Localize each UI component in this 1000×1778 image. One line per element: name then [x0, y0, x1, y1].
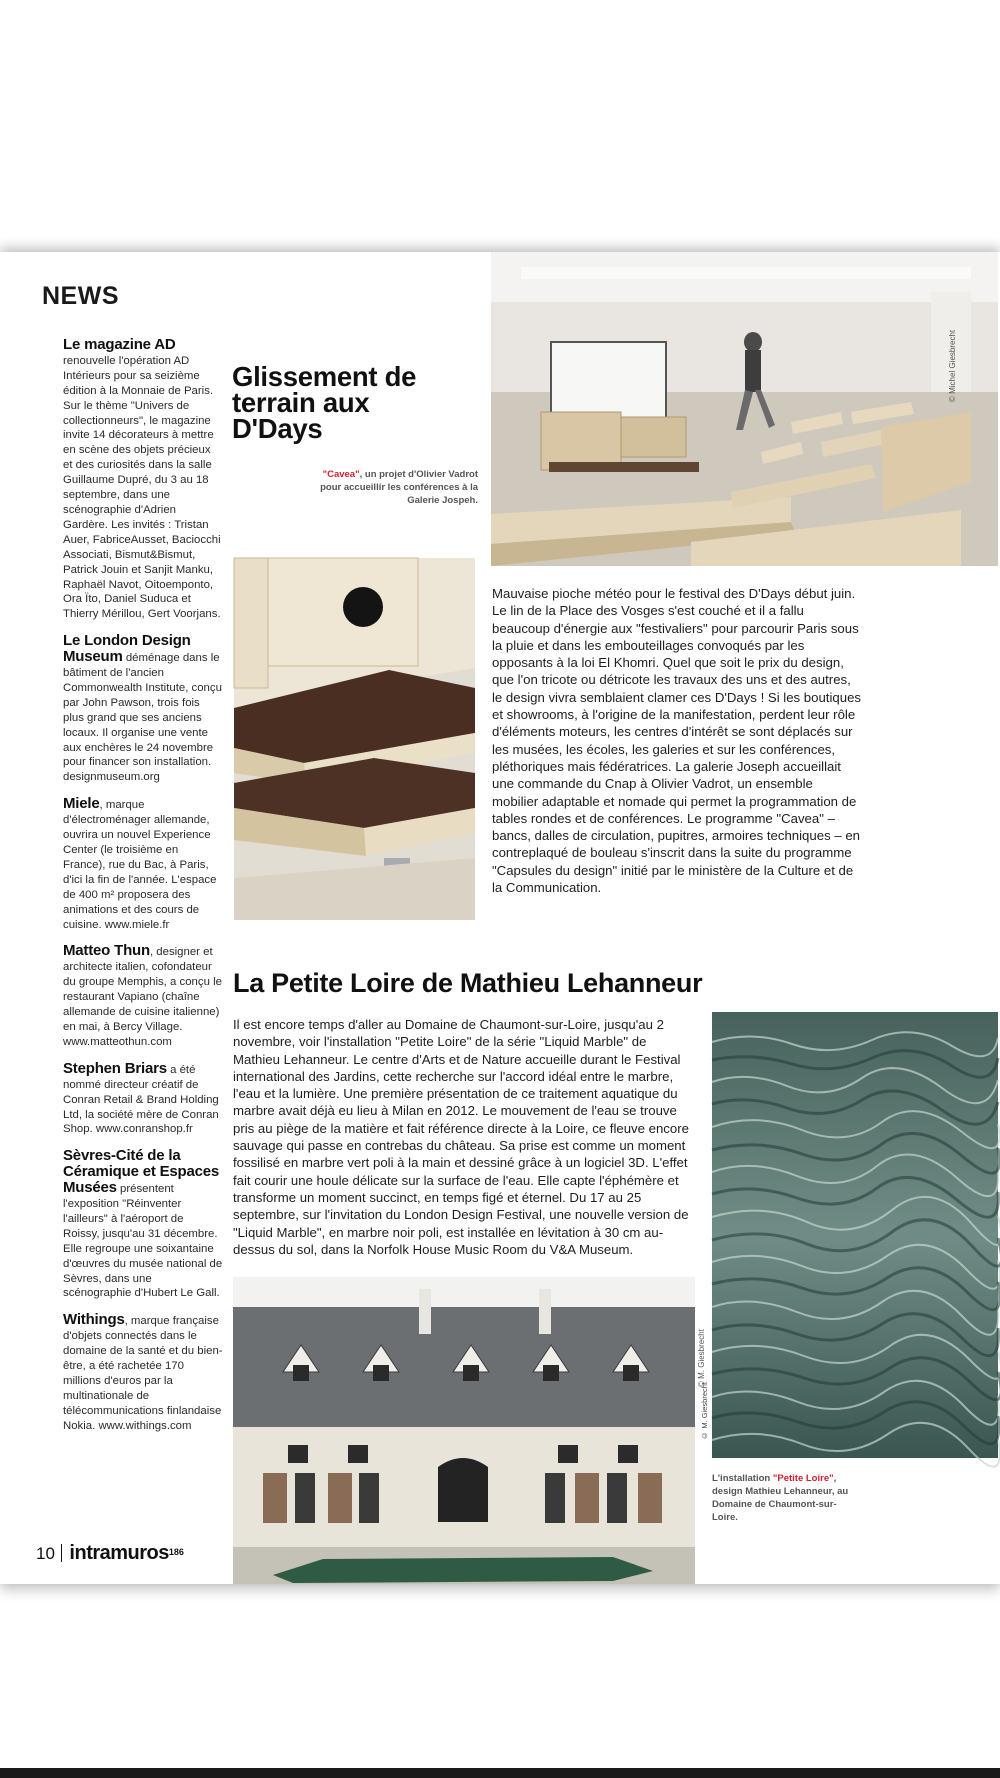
news-item [63, 797, 223, 932]
article-headline: Glissement de terrain aux D'Days [232, 361, 417, 444]
photo-credit: © Michel Giesbrecht [948, 329, 957, 402]
news-item-text: déménage dans le bâtiment de l'ancien Commonwealth Institute, conçu par John Pawson, trois fois plus grand que ses anciens locaux. Il organise une vente aux enchères le 24 novembre pour financer son installation. designmuseum.org [63, 652, 222, 784]
photo-caption [310, 468, 478, 507]
magazine-page [0, 252, 1000, 1584]
news-item-text: présentent l'exposition "Réinventer l'ailleurs" à l'aéroport de Roissy, jusqu'au 31 décembre. Elle regroupe une soixantaine d'œuvres du musée national de Sèvres, dans une scénographie d'Hubert Le Gall. [63, 1183, 223, 1300]
caption-highlight: "Cavea" [322, 469, 360, 480]
caption-text: , design Mathieu Lehanneur, au Domaine de Chaumont-sur-Loire. [712, 1473, 849, 1523]
conference-hall-photo [491, 252, 998, 566]
caption-text: L'installation [712, 1473, 773, 1484]
news-item-name: Matteo Thun [63, 942, 150, 960]
news-item-name: Miele [63, 795, 100, 813]
issue-number: 186 [168, 1547, 184, 1557]
news-item [63, 1059, 223, 1138]
chateau-stables-photo [233, 1277, 706, 1584]
article-body: Il est encore temps d'aller au Domaine de Chaumont-sur-Loire, jusqu'au 2 novembre, voir l'installation "Petite Loire" de la série "Liquid Marble" de Mathieu Lehanneur. Le centre d'Arts et de Nature accueille durant le Festival international des Jardins, cette recherche sur l'accord idéal entre le marbre, l'eau et la lumière. Une première présentation de ce traitement aquatique du marbre avait déjà eu lieu à Milan en 2012. Le mouvement de l'eau se trouve pris au piège de la matière et fait référence directe à la Loire, ce fleuve encore sauvage qui passe en contrebas du château. Sa prise est comme un moment fossilisé en marbre vert poli à la main et dessiné grâce à un logiciel 3D. L'effet fait courir une houle délicate sur la surface de l'eau. Elle capte l'éphémère et transforme un moment succinct, en temps figé et éternel. Du 17 au 25 septembre, sur l'invitation du London Design Festival, une nouvelle version de "Liquid Marble", en marbre noir poli, est installée en lévitation à 30 cm au-dessus du sol, dans la Norfolk House Music Room du V&A Museum. [233, 1017, 689, 1257]
section-label: NEWS [42, 282, 119, 310]
news-item-name: Sèvres-Cité de la Céramique et Espaces Musées [63, 1147, 220, 1197]
caption-text: , un projet d'Olivier Vadrot pour accueillir les conférences à la Galerie Jospeh. [320, 469, 478, 506]
caption-highlight: "Petite Loire" [772, 1473, 834, 1484]
photo-caption [712, 1472, 862, 1524]
furniture-detail-photo [234, 558, 475, 920]
footer-divider [61, 1544, 63, 1562]
news-item [63, 944, 223, 1049]
news-item-text: a été nommé directeur créatif de Conran Retail & Brand Holding Ltd, la société mère de Conran Shop. www.conranshop.fr [63, 1063, 219, 1136]
news-item [63, 338, 223, 622]
page-number: 10 [36, 1544, 55, 1563]
news-item-text: renouvelle l'opération AD Intérieurs pour sa seizième édition à la Monnaie de Paris. Sur le thème "Univers de collectionneurs", le magazine invite 14 décorateurs à mettre en scène des objets précieux et des curiosités dans la salle Guillaume Dupré, du 3 au 18 septembre, dans une scénographie d'Adrien Gardère. Les invités : Tristan Auer, FabriceAusset, Baciocchi Associati, Bismut&Bismut, Patrick Jouin et Sanjit Manku, Raphaël Navot, Oitoemponto, Ora Ïto, Daniel Suduca et Thierry Mérillou, Gert Voorjans. [63, 354, 221, 621]
page-footer [36, 1542, 184, 1565]
news-item-name: Le London Design Museum [63, 632, 191, 666]
news-item-text: , marque française d'objets connectés dans le domaine de la santé et du bien-être, a été rachetée 170 millions d'euros par la multinationale de télécommunications finlandaise Nokia. www.withings.com [63, 1315, 223, 1432]
news-item-name: Withings [63, 1311, 125, 1329]
marble-water-photo [712, 1012, 998, 1458]
article-body: Mauvaise pioche météo pour le festival des D'Days début juin. Le lin de la Place des Vosges s'est couché et il a fallu beaucoup d'énergie aux "festivaliers" pour parcourir Paris sous la pluie et dans les embouteillages convoqués par les opposants à la loi El Khomri. Quel que soit le prix du design, que l'on tricote ou détricote les travaux des uns et des autres, le design vivra semblaient clamer ces D'Days ! Si les boutiques et showrooms, à l'origine de la manifestation, perdent leur rôle d'éléments moteurs, les centres d'intérêt se sont déplacés sur les musées, les écoles, les galeries et sur les conférences, pléthoriques mais fédératrices. La galerie Joseph accueillait une commande du Cnap à Olivier Vadrot, un ensemble mobilier adaptable et nomade qui permet la programmation de tables rondes et de conférences. Le programme "Cavea" – bancs, dalles de circulation, pupitres, armoires techniques – en contreplaqué de bouleau s'inscrit dans la suite du programme "Capsules du design" initié par le ministère de la Culture et de la Communication. [492, 586, 861, 896]
news-item [63, 634, 223, 785]
news-item-name: Le magazine AD [63, 336, 176, 353]
news-item [63, 1149, 223, 1301]
news-item-text: , marque d'électroménager allemande, ouvrira un nouvel Experience Center (le troisième en France), rue du Bac, à Paris, d'ici la fin de l'année. L'espace de 400 m² proposera des animations et des cours de cuisine. www.miele.fr [63, 799, 217, 931]
magazine-logo: intramuros [69, 1542, 169, 1564]
news-item-text: , designer et architecte italien, cofondateur du groupe Memphis, a conçu le restaurant Vapiano (chaîne allemande de cuisine italienne) en mai, à Bercy Village. www.matteothun.com [63, 946, 222, 1048]
news-item [63, 1313, 223, 1433]
photo-credit: © M. Giesbrecht [700, 1382, 709, 1440]
news-item-name: Stephen Briars [63, 1059, 167, 1077]
news-sidebar [63, 338, 223, 1446]
article-headline: La Petite Loire de Mathieu Lehanneur [233, 968, 703, 998]
bottom-bar [0, 1768, 1000, 1778]
photo-credit: © M. Giesbrecht [697, 1329, 706, 1387]
